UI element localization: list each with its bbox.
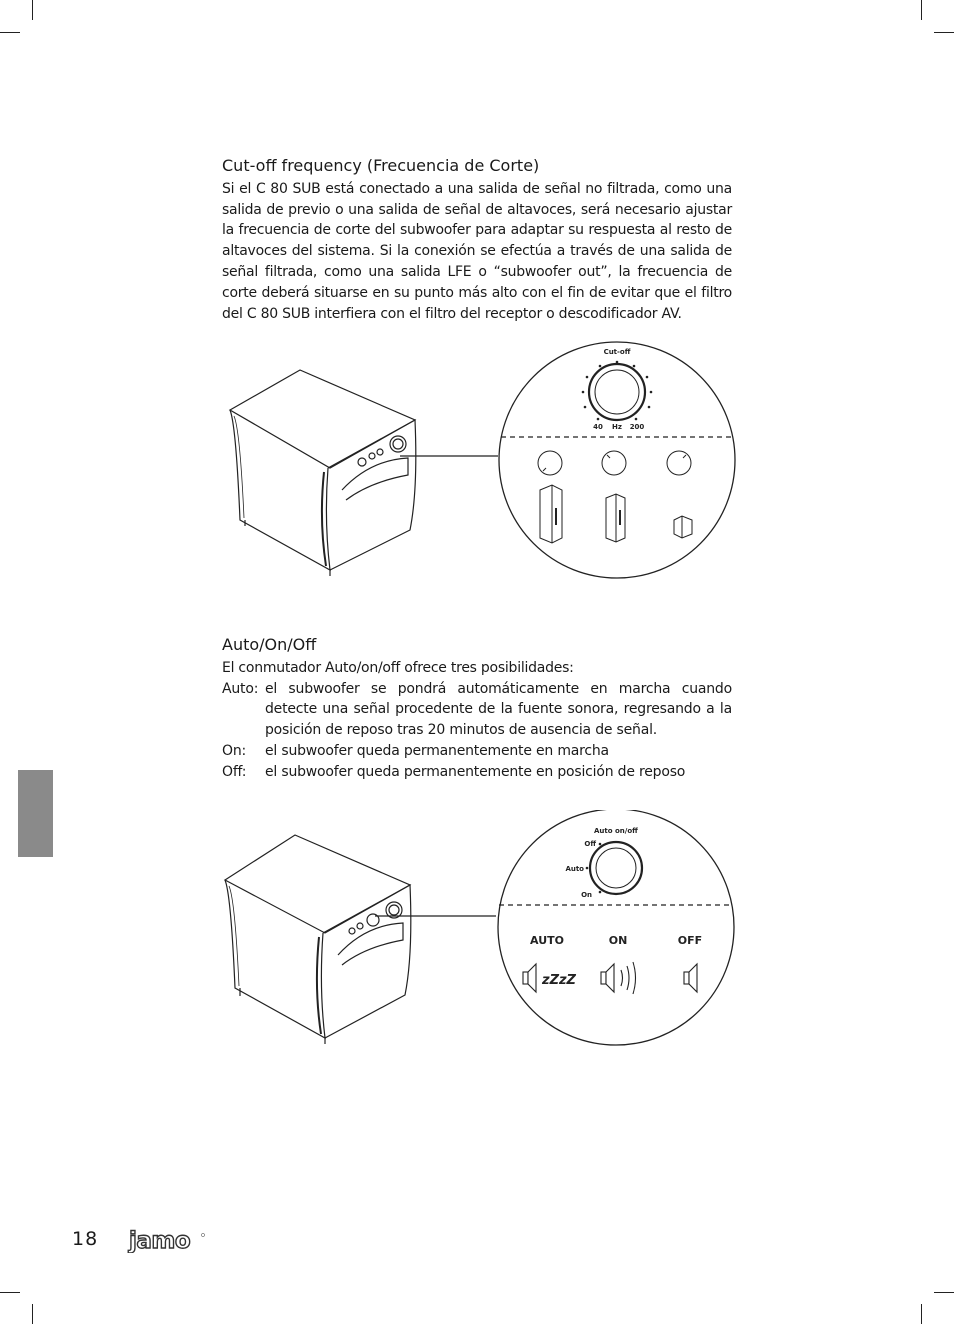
crop-mark: [921, 0, 922, 20]
crop-mark: [32, 0, 33, 20]
section-heading: Cut-off frequency (Frecuencia de Corte): [222, 156, 540, 175]
option-text: el subwoofer se pondrá automáticamente en marcha cuando detecte una señal procedente de la fuente sonora, regresando a la posición de reposo tras 20 minutos de ausencia de señal.: [265, 680, 732, 739]
cutoff-detail-circle: [499, 342, 735, 578]
intro-paragraph: El conmutador Auto/on/off ofrece tres posibilidades:: [222, 659, 574, 676]
crop-mark: [934, 32, 954, 33]
option-key: On:: [222, 742, 247, 759]
scale-unit-label: Hz: [612, 423, 622, 431]
crop-mark: [0, 1292, 20, 1293]
mode-on-label: ON: [608, 934, 628, 947]
subwoofer-illustration: [230, 370, 498, 576]
position-auto-label: Auto: [565, 865, 584, 873]
mode-auto-label: AUTO: [530, 934, 564, 947]
body-paragraph: Si el C 80 SUB está conectado a una salida de señal no filtrada, como una salida de previo o una salida de señal de altavoces, será necesario ajustar la frecuencia de corte del subwoofer para adaptar su respuesta al resto de altavoces del sistema. Si la conexión se efectúa a través de una salida de señal filtrada, como una salida LFE o “subwoofer out”, la frecuencia de corte deberá situarse en su punto más alto con el fin de evitar que el filtro del C 80 SUB interfiera con el filtro del receptor o descodificador AV.: [222, 180, 732, 322]
sleep-zzz-icon: zZzZ: [542, 973, 576, 988]
language-tab: [18, 770, 53, 857]
option-key: Off:: [222, 763, 247, 780]
position-off-label: Off: [584, 840, 596, 848]
switch-title: Auto on/off: [594, 827, 638, 835]
subwoofer-illustration: [225, 835, 496, 1044]
position-on-label: On: [581, 891, 592, 899]
option-row-off: [222, 762, 732, 783]
cutoff-figure: [220, 340, 740, 585]
option-row-auto: [222, 679, 732, 741]
section-auto-on-off: [222, 635, 732, 783]
knob-title: Cut-off: [603, 348, 631, 356]
crop-mark: [0, 32, 20, 33]
section-heading: Auto/On/Off: [222, 635, 317, 654]
scale-min-label: 40: [593, 423, 603, 431]
switch-detail-circle: [498, 810, 734, 1045]
section-cutoff: [222, 156, 732, 324]
brand-logo-text: jamo: [129, 1229, 191, 1253]
scale-max-label: 200: [629, 423, 645, 431]
jamo-logo: [127, 1229, 207, 1253]
option-text: el subwoofer queda permanentemente en marcha: [265, 742, 609, 759]
mode-off-label: OFF: [677, 934, 703, 947]
crop-mark: [934, 1292, 954, 1293]
page-number: 18: [72, 1228, 99, 1250]
option-key: Auto:: [222, 680, 259, 697]
crop-mark: [32, 1304, 33, 1324]
registered-mark-icon: [201, 1233, 204, 1236]
crop-mark: [921, 1304, 922, 1324]
option-text: el subwoofer queda permanentemente en posición de reposo: [265, 763, 686, 780]
auto-on-off-figure: [220, 810, 740, 1050]
option-row-on: [222, 741, 732, 762]
